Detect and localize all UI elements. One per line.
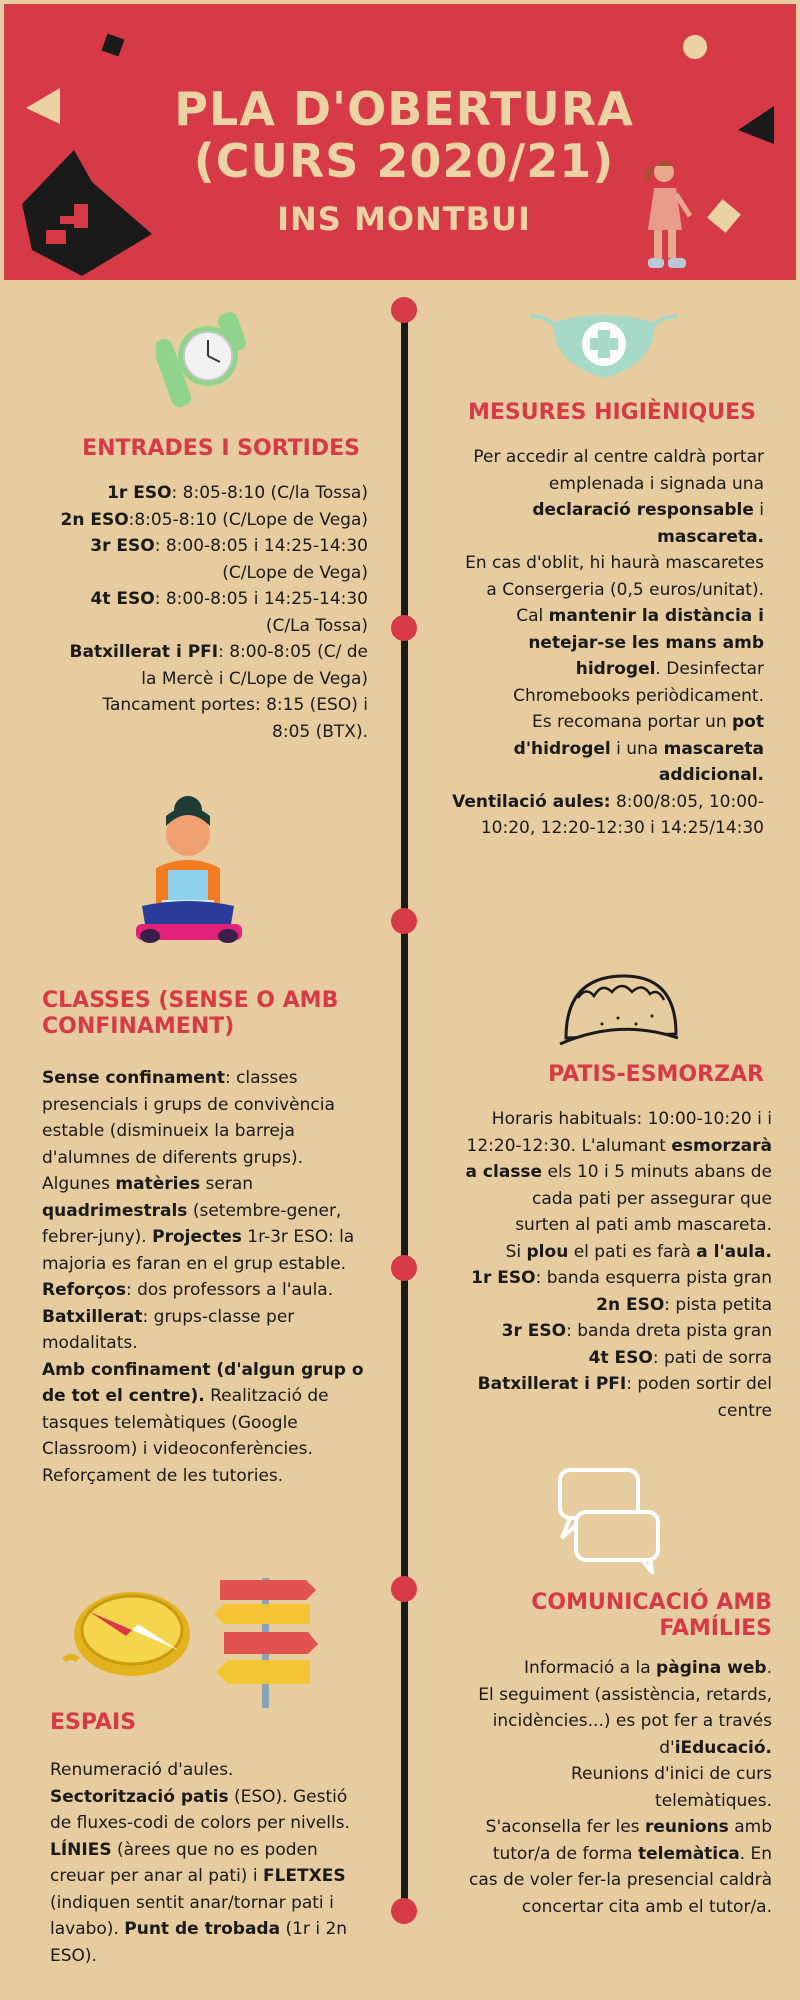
text-line [42,1330,378,1357]
text-line [440,656,764,683]
text: . En [739,1843,772,1864]
text-line [440,550,764,577]
student-laptop-icon [136,790,242,950]
text-line [440,762,764,789]
mesures-body [440,444,764,842]
text-line [440,1867,772,1894]
text-line [440,471,764,498]
patis-body [440,1106,772,1424]
text: (àrees que no es poden [111,1839,318,1860]
bold-text: Batxillerat i PFI [69,642,219,662]
text: cas de voler fer-la presencial caldrà [469,1870,772,1890]
text-line [440,1788,772,1815]
text: Cal [516,606,549,626]
text: tasques telemàtiques (Google [42,1412,298,1433]
text-line [440,444,764,471]
text: . Desinfectar [655,659,764,679]
text-line [50,1863,380,1890]
text: incidències...) es pot fer a través [492,1711,772,1731]
text-line [40,560,368,587]
text: El seguiment (assistència, retards, [478,1684,772,1705]
text: concertar cita amb el tutor/a. [521,1896,772,1917]
circle-shape-icon [680,32,710,62]
text: lavabo). [50,1919,125,1939]
text-line [440,1159,772,1186]
bold-text: Projectes [152,1227,242,1247]
text: Es recomana portar un [532,712,733,732]
text: Reforçament de les tutories. [42,1465,284,1486]
text: surten al pati amb mascareta. [515,1215,772,1235]
timeline-dot [391,908,417,934]
text: : pista petita [664,1294,772,1315]
text: (C/Lope de Vega) [222,562,368,583]
text-line [440,1708,772,1735]
bold-text: 1r ESO [471,1268,536,1288]
taco-icon [556,968,682,1050]
text-line [440,1239,772,1266]
text-line [50,1757,380,1784]
classes-body [42,1065,378,1489]
text: Per accedir al centre caldrà portar [473,447,764,467]
text-line [42,1277,378,1304]
bold-text: esmorzarà [671,1135,772,1156]
text-line [50,1943,380,1970]
square-shape-icon [100,32,126,58]
timeline-dot [391,1255,417,1281]
bold-text: Amb confinament (d'algun grup o [42,1359,364,1380]
text: : pati de sorra [652,1347,772,1368]
bold-text: Punt de trobada [124,1919,281,1939]
text: Realització de [204,1386,329,1406]
text-line [440,789,764,816]
bold-text: mantenir la distància i [548,606,764,626]
bold-text: mascareta [663,738,764,759]
bold-text: telemàtica [637,1843,740,1864]
text-line [42,1224,378,1251]
text-line [50,1837,380,1864]
text: Si [505,1241,527,1262]
text-line [42,1198,378,1225]
bold-text: pot [732,712,764,732]
section-title-classes-line2: CONFINAMENT) [42,1014,235,1039]
text: Reunions d'inici de curs [571,1764,772,1784]
text-line [440,1133,772,1160]
bold-text: 3r ESO [90,536,155,556]
text: tutor/a de forma [492,1843,638,1864]
text-line [50,1784,380,1811]
text-line [440,1106,772,1133]
text: (1r i 2n [280,1919,348,1939]
text: (indiquen sentit anar/tornar pati i [50,1892,334,1913]
compass-icon [60,1584,194,1680]
text-line [42,1383,378,1410]
espais-body [50,1757,380,1969]
timeline-dot [391,615,417,641]
bold-text: plou [526,1241,569,1262]
text-line [42,1463,378,1490]
text: : classes [224,1068,298,1088]
text: : dos professors a l'aula. [125,1280,334,1300]
text-line [440,1735,772,1762]
bold-text: Reforços [42,1280,126,1300]
title-line-1: PLA D'OBERTURA [174,82,634,136]
text: 8:00/8:05, 10:00- [610,791,764,812]
entrades-body [40,480,368,745]
bold-text: LÍNIES [50,1839,112,1860]
text-line [440,1814,772,1841]
section-title-mesures: MESURES HIGIÈNIQUES [467,400,756,425]
text-line [440,815,764,842]
text-line [440,709,764,736]
bold-text: iEducació. [674,1737,772,1758]
text: (C/La Tossa) [265,615,368,636]
section-title-espais: ESPAIS [50,1710,137,1735]
text-line [440,630,764,657]
text-line [40,507,368,534]
text: 12:20-12:30. L'alumant [466,1135,672,1156]
text: : poden sortir del [626,1374,772,1394]
timeline-dot [391,297,417,323]
text-line [440,1682,772,1709]
comunicacio-body [440,1655,772,1920]
text-line [440,736,764,763]
text: : 8:00-8:05 (C/ de [218,642,368,662]
text: amb [728,1817,772,1837]
text: creuar per anar al pati) i [50,1866,263,1886]
bold-text: Sectorització patis [50,1786,229,1807]
text-line [42,1357,378,1384]
text: d'alumnes de diferents grups). [42,1147,304,1168]
bold-text: Batxillerat i PFI [477,1374,627,1394]
text-line [50,1890,380,1917]
text-line [42,1145,378,1172]
watch-icon [156,308,252,412]
bold-text: matèries [115,1174,201,1194]
text: 10:20, 12:20-12:30 i 14:25/14:30 [480,818,764,838]
text: En cas d'oblit, hi haurà mascaretes [465,553,764,573]
text: cada pati per assegurar que [531,1188,772,1209]
text-line [440,1318,772,1345]
bold-text: Ventilació aules: [452,791,611,812]
signpost-icon [210,1574,320,1710]
text-line [440,1655,772,1682]
text-line [440,497,764,524]
text: i [753,500,764,520]
text-line [440,603,764,630]
text-line [40,719,368,746]
bold-text: 1r ESO [107,483,172,503]
text: majoria es faran en el grup estable. [42,1253,347,1274]
text-line [440,1894,772,1921]
text-line [440,683,764,710]
speech-bubbles-icon [556,1466,666,1574]
text-line [440,1841,772,1868]
bold-text: a l'aula. [696,1241,772,1262]
text: a Consergeria (0,5 euros/unitat). [486,579,764,600]
bold-text: reunions [644,1817,729,1837]
text: estable (disminueix la barreja [42,1121,295,1141]
section-title-entrades: ENTRADES I SORTIDES [82,436,360,461]
text: : banda esquerra pista gran [535,1268,772,1288]
text-line [42,1436,378,1463]
bold-text: quadrimestrals [42,1200,188,1221]
bold-text: 2n ESO [60,509,129,530]
text-line [40,639,368,666]
text-line [440,524,764,551]
text-line [440,1398,772,1425]
text: :8:05-8:10 (C/Lope de Vega) [128,509,368,530]
text-line [40,586,368,613]
bold-text: Batxillerat [42,1306,143,1327]
text: presencials i grups de convivència [42,1094,335,1115]
text: d' [659,1737,675,1758]
text-line [440,577,764,604]
title-line-2: (CURS 2020/21) [193,134,615,188]
bold-text: d'hidrogel [513,738,611,759]
text: Informació a la [523,1658,657,1678]
text-line [40,613,368,640]
text-line [440,1761,772,1788]
section-title-comunicacio-line1: COMUNICACIÓ AMB [531,1590,772,1615]
text-line [40,480,368,507]
timeline-line [401,308,408,1913]
bold-text: FLETXES [262,1866,346,1886]
bold-text: netejar-se les mans amb [528,632,764,653]
text: (ESO). Gestió [228,1786,348,1807]
text: telemàtiques. [655,1790,772,1811]
bold-text: 3r ESO [501,1321,567,1341]
text-line [440,1345,772,1372]
text-line [40,533,368,560]
bold-text: 4t ESO [588,1347,653,1368]
text-line [40,692,368,719]
text: (setembre-gener, [187,1200,342,1221]
text-line [42,1118,378,1145]
text: i una [610,738,664,759]
bold-text: addicional. [658,765,764,785]
section-title-comunicacio-line2: FAMÍLIES [659,1616,772,1641]
text: . [766,1658,772,1678]
header-banner [4,4,796,280]
text: 1r-3r ESO: la [241,1227,355,1247]
text-line [440,1212,772,1239]
text: el pati es farà [568,1241,697,1262]
bold-text: mascareta. [657,526,764,547]
text-line [42,1065,378,1092]
text: la Mercè i C/Lope de Vega) [141,668,368,689]
bold-text: 2n ESO [596,1294,665,1315]
text: 8:05 (BTX). [272,721,368,742]
text: : 8:05-8:10 (C/la Tossa) [171,483,368,503]
text: de fluxes-codi de colors per nivells. [50,1813,350,1833]
text: : grups-classe per [142,1306,295,1327]
timeline-dot [391,1898,417,1924]
school-name: INS MONTBUI [277,200,531,238]
bold-text: Sense confinament [42,1068,225,1088]
text: : banda dreta pista gran [566,1321,772,1341]
text: Algunes [42,1174,116,1194]
bold-text: hidrogel [575,659,656,679]
text: seran [200,1174,254,1194]
text: febrer-juny). [42,1227,153,1247]
section-title-comunicacio [440,1590,772,1642]
text: : 8:00-8:05 i 14:25-14:30 [154,536,368,556]
section-title-classes [42,988,382,1040]
text: modalitats. [42,1333,138,1353]
text-line [440,1292,772,1319]
bold-text: declaració responsable [532,500,754,520]
face-mask-icon [524,306,684,382]
text-line [440,1371,772,1398]
section-title-patis: PATIS-ESMORZAR [548,1062,764,1087]
text: Renumeració d'aules. [50,1760,234,1780]
text-line [42,1251,378,1278]
bold-text: a classe [465,1162,543,1182]
bold-text: de tot el centre). [42,1386,205,1406]
text-line [50,1916,380,1943]
text: : 8:00-8:05 i 14:25-14:30 [154,589,368,609]
section-title-classes-line1: CLASSES (SENSE O AMB [42,988,339,1013]
text-line [42,1410,378,1437]
text: Horaris habituals: 10:00-10:20 i i [491,1109,772,1129]
text: ESO). [50,1945,97,1966]
timeline-dot [391,1576,417,1602]
text: S'aconsella fer les [485,1817,645,1837]
text: centre [717,1400,772,1421]
text: Classroom) i videoconferències. [42,1439,313,1459]
text-line [40,666,368,693]
text: emplenada i signada una [548,473,764,494]
bold-text: 4t ESO [90,589,155,609]
text-line [42,1092,378,1119]
text-line [50,1810,380,1837]
text-line [42,1304,378,1331]
text: els 10 i 5 minuts abans de [542,1162,772,1182]
logo-text: MONTBUI [80,245,123,275]
text-line [440,1265,772,1292]
bold-text: pàgina web [656,1658,767,1678]
text-line [42,1171,378,1198]
text: Chromebooks periòdicament. [513,685,764,706]
text-line [440,1186,772,1213]
text: Tancament portes: 8:15 (ESO) i [102,695,368,715]
